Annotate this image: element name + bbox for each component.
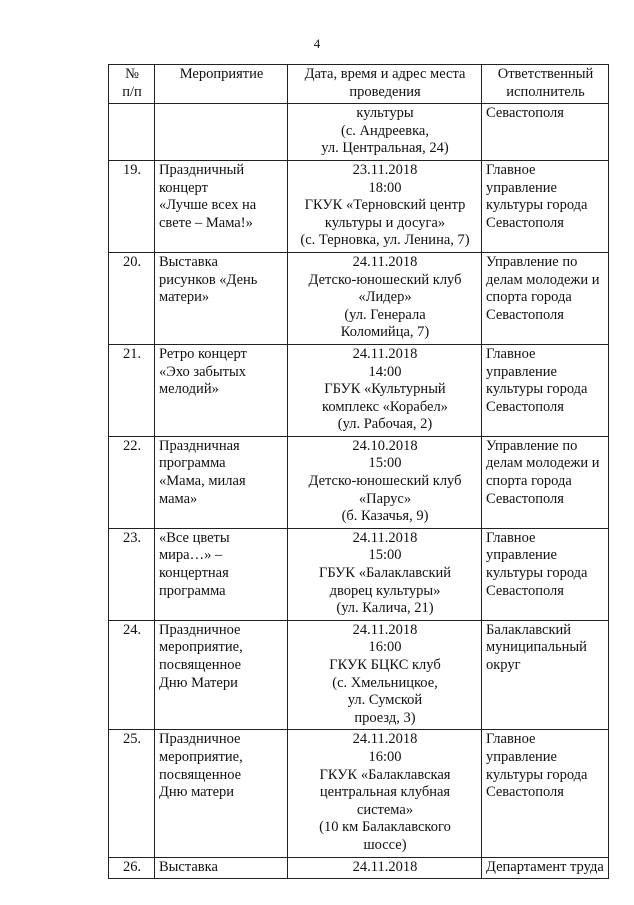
table-row (109, 344, 609, 436)
row-event: Выставка (155, 857, 288, 879)
row-date-place: 24.11.2018 (288, 857, 482, 879)
table-row (109, 104, 609, 161)
row-number: 22. (109, 436, 155, 528)
page-number: 4 (313, 36, 321, 51)
row-responsible: Управление по делам молодежи и спорта города Севастополя (482, 252, 609, 344)
row-responsible: Департамент труда (482, 857, 609, 879)
row-responsible: Управление по делам молодежи и спорта города Севастополя (482, 436, 609, 528)
header-event: Мероприятие (155, 65, 288, 104)
row-date-place: 23.11.2018 18:00 ГКУК «Терновский центр культуры и досуга» (с. Терновка, ул. Ленина, 7) (288, 160, 482, 252)
table-row (109, 620, 609, 730)
row-event: Праздничный концерт «Лучше всех на свете – Мама!» (155, 160, 288, 252)
row-event (155, 104, 288, 161)
row-date-place: 24.11.2018 16:00 ГКУК БЦКС клуб (с. Хмельницкое, ул. Сумской проезд, 3) (288, 620, 482, 730)
header-responsible: Ответственный исполнитель (482, 65, 609, 104)
row-event: «Все цветы мира…» – концертная программа (155, 528, 288, 620)
table-row (109, 252, 609, 344)
row-responsible: Севастополя (482, 104, 609, 161)
row-event: Праздничное мероприятие, посвященное Дню Матери (155, 620, 288, 730)
row-number: 20. (109, 252, 155, 344)
row-number: 19. (109, 160, 155, 252)
header-number: № п/п (109, 65, 155, 104)
row-event: Выставка рисунков «День матери» (155, 252, 288, 344)
row-date-place: 24.10.2018 15:00 Детско-юношеский клуб «Парус» (б. Казачья, 9) (288, 436, 482, 528)
row-number: 26. (109, 857, 155, 879)
row-date-place: 24.11.2018 15:00 ГБУК «Балаклавский дворец культуры» (ул. Калича, 21) (288, 528, 482, 620)
row-event: Ретро концерт «Эхо забытых мелодий» (155, 344, 288, 436)
table-row (109, 528, 609, 620)
table-row (109, 160, 609, 252)
row-responsible: Балаклавский муниципальный округ (482, 620, 609, 730)
row-responsible: Главное управление культуры города Севастополя (482, 344, 609, 436)
row-date-place: 24.11.2018 Детско-юношеский клуб «Лидер» (ул. Генерала Коломийца, 7) (288, 252, 482, 344)
table-row (109, 857, 609, 879)
row-responsible: Главное управление культуры города Севастополя (482, 160, 609, 252)
row-date-place: 24.11.2018 14:00 ГБУК «Культурный комплекс «Корабел» (ул. Рабочая, 2) (288, 344, 482, 436)
table-header-row (109, 65, 609, 104)
row-number: 25. (109, 730, 155, 857)
row-number: 24. (109, 620, 155, 730)
row-event: Праздничная программа «Мама, милая мама» (155, 436, 288, 528)
header-date-place: Дата, время и адрес места проведения (288, 65, 482, 104)
row-event: Праздничное мероприятие, посвященное Дню матери (155, 730, 288, 857)
row-number: 23. (109, 528, 155, 620)
row-date-place: 24.11.2018 16:00 ГКУК «Балаклавская центральная клубная система» (10 км Балаклавского шоссе) (288, 730, 482, 857)
table-row (109, 730, 609, 857)
events-table (108, 64, 609, 879)
row-responsible: Главное управление культуры города Севастополя (482, 528, 609, 620)
row-date-place: культуры (с. Андреевка, ул. Центральная, 24) (288, 104, 482, 161)
row-responsible: Главное управление культуры города Севастополя (482, 730, 609, 857)
row-number: 21. (109, 344, 155, 436)
row-number (109, 104, 155, 161)
table-row (109, 436, 609, 528)
